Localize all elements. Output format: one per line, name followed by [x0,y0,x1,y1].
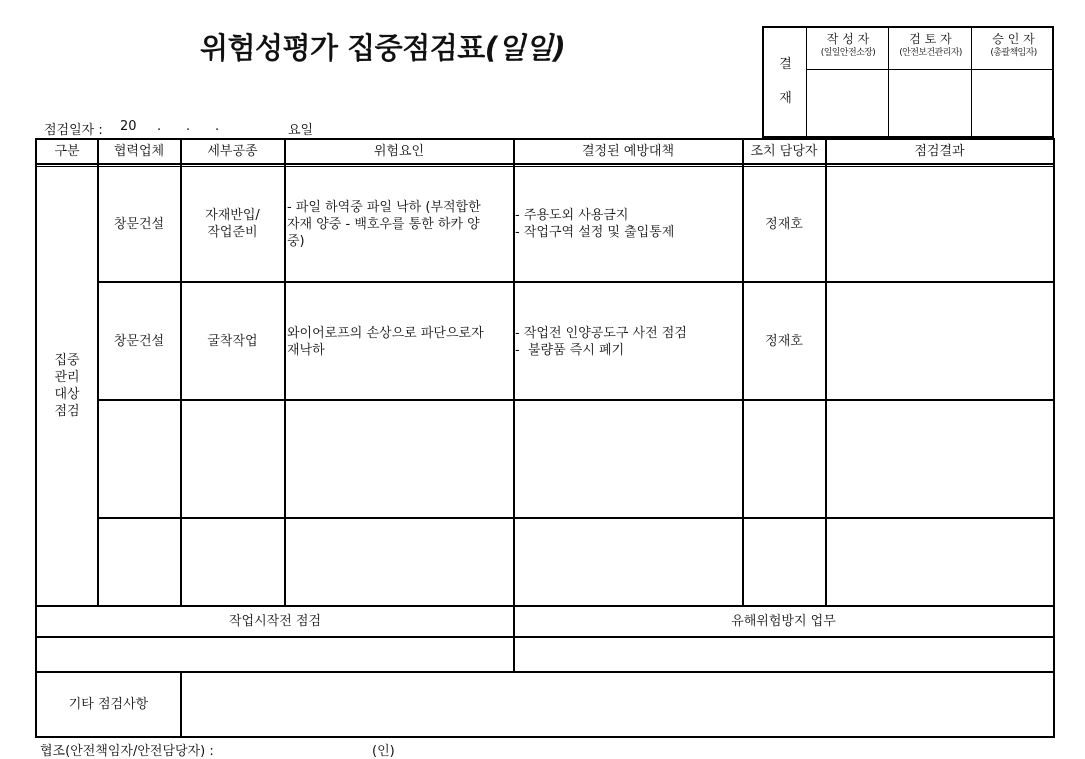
row1-result[interactable] [826,167,1053,281]
hazard-prevention-header: 유해위험방지 업무 [731,614,836,629]
day-of-week-label: 요일 [288,123,314,138]
title-suffix: (일일) [484,31,566,65]
page-title: 위험성평가 집중점검표(일일) [200,31,566,65]
date-month-dot: . [157,119,162,134]
approval-author-sign[interactable] [808,71,888,136]
approval-box [762,26,1054,138]
approval-reviewer-header: 검 토 자 (안전보건관리자) [899,32,962,58]
cooperation-label: 협조(안전책임자/안전담당자) : [40,744,214,759]
row4-empty[interactable] [98,519,1053,605]
header-manager: 조치 담당자 [750,144,818,159]
approval-approver-header: 승 인 자 (총괄책임자) [990,32,1037,58]
approval-label: 결 재 [779,57,792,106]
row1-measures: - 주용도외 사용금지 - 작업구역 설정 및 출입통제 [515,208,675,240]
row2-measures: - 작업전 인양공도구 사전 점검 - 불량품 즉시 폐기 [515,326,687,358]
other-items-field[interactable] [182,673,1053,736]
row1-company: 창문건설 [113,216,165,232]
header-work-type: 세부공종 [207,144,258,159]
row2-work-type: 굴착작업 [207,333,258,349]
pre-work-check-header: 작업시작전 점검 [228,614,322,629]
date-label: 점검일자 : [44,123,103,138]
header-result: 점검결과 [914,144,965,159]
approval-approver-sign[interactable] [973,71,1054,136]
row2-hazard: 와이어로프의 손상으로 파단으로자 재낙하 [287,326,484,358]
header-measures: 결정된 예방대책 [581,144,675,159]
date-end-dot: . [215,119,220,134]
header-hazard: 위험요인 [373,144,425,159]
other-items-label: 기타 점검사항 [68,697,149,712]
row1-hazard: - 파일 하역중 파일 낙하 (부적합한 자재 양중 - 백호우를 통한 하카 양 중) [287,200,481,249]
row3-empty[interactable] [98,401,1053,517]
row1-work-type: 자재반입/ 작업준비 [205,208,260,240]
hazard-prevention-field[interactable] [514,638,1053,671]
row2-result[interactable] [826,283,1053,399]
category-label: 집중 관리 대상 점검 [54,353,80,419]
approval-reviewer-sign[interactable] [890,71,971,136]
row1-manager: 정재호 [765,216,803,232]
date-year[interactable]: 20 [120,119,137,134]
approval-author-header: 작 성 자 (일일안전소장) [820,32,876,58]
seal-mark: (인) [372,744,395,759]
header-company: 협력업체 [113,144,165,159]
pre-work-check-field[interactable] [37,638,513,671]
row2-company: 창문건설 [113,333,165,349]
date-day-dot: . [186,119,191,134]
header-category: 구분 [54,144,80,159]
row2-manager: 정재호 [765,333,803,349]
